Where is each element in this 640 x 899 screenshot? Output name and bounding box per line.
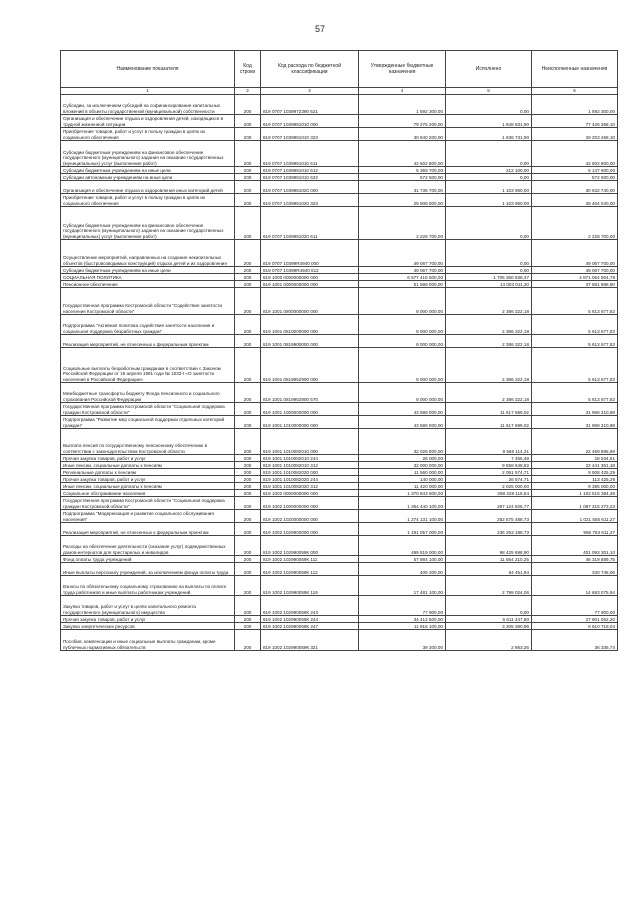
row-classification: 819 1001 1010082020 312	[261, 483, 359, 490]
table-row	[61, 207, 618, 240]
row-approved: 405 200,00	[359, 563, 446, 576]
table-row	[61, 267, 618, 274]
table-row	[61, 383, 618, 403]
row-approved: 39 200,00	[359, 630, 446, 651]
table-row	[61, 455, 618, 462]
row-executed: 252 575 488,73	[446, 510, 532, 523]
row-approved: 51 586 000,00	[359, 281, 446, 288]
row-approved: 49 067 700,00	[359, 240, 446, 267]
row-approved: 1 274 131 100,00	[359, 510, 446, 523]
row-name: Субсидии бюджетным учреждениям на иные цели	[61, 267, 235, 274]
row-executed: 2 798 024,06	[446, 576, 532, 596]
row-name: Прочая закупка товаров, работ и услуг	[61, 616, 235, 623]
row-classification: 819 1001 1000000000 000	[261, 403, 359, 416]
row-code: 200	[235, 616, 261, 623]
row-classification: 819 1002 102990059К 321	[261, 630, 359, 651]
row-name: Иные пенсии, социальные доплаты к пенсиям	[61, 462, 235, 469]
column-number: 1	[61, 88, 235, 95]
row-approved: 2 228 700,00	[359, 207, 446, 240]
row-code: 200	[235, 267, 261, 274]
row-code: 200	[235, 207, 261, 240]
row-unexecuted: 36 336,74	[532, 630, 618, 651]
row-unexecuted: 2 228 700,00	[532, 207, 618, 240]
row-classification: 819 1002 102990059К 111	[261, 556, 359, 563]
row-executed: 0,00	[446, 95, 532, 115]
row-approved: 11 560 000,00	[359, 469, 446, 476]
row-code: 200	[235, 315, 261, 335]
row-approved: 572 500,00	[359, 174, 446, 181]
row-name: Социальные выплаты безработным гражданам в соответствии с Законом Российской Федерации от 19 апреля 1991 года № 1032-I «О занятости населения в Российской Федерации»	[61, 348, 235, 383]
header-approved: Утвержденные бюджетные назначения	[359, 51, 446, 88]
row-name: Региональные доплаты к пенсиям	[61, 469, 235, 476]
row-code: 200	[235, 416, 261, 429]
row-unexecuted: 1 021 555 611,27	[532, 510, 618, 523]
table-row	[61, 483, 618, 490]
row-classification: 819 1002 102990059К 247	[261, 623, 359, 630]
row-classification: 819 0707 1039972390 521	[261, 95, 359, 115]
row-executed: 98 425 698,90	[446, 536, 532, 556]
row-executed: 2 386 322,18	[446, 383, 532, 403]
column-number: 3	[261, 88, 359, 95]
column-number: 6	[532, 88, 618, 95]
row-classification: 819 1001 0819952900 570	[261, 383, 359, 403]
row-approved: 8 000 000,00	[359, 348, 446, 383]
row-unexecuted: 5 147 600,00	[532, 167, 618, 174]
row-code: 200	[235, 194, 261, 207]
row-classification: 819 1002 0000000000 000	[261, 490, 359, 497]
row-executed: 0,00	[446, 141, 532, 167]
table-row	[61, 469, 618, 476]
row-name: Иные выплаты персоналу учреждений, за исключением фонда оплаты труда	[61, 563, 235, 576]
row-name: Пособия, компенсации и иные социальные выплаты гражданам, кроме публичных нормативных обязательств	[61, 630, 235, 651]
row-executed: 267 124 826,77	[446, 497, 532, 510]
row-approved: 32 026 000,00	[359, 429, 446, 455]
row-executed: 9 566 114,31	[446, 429, 532, 455]
row-approved: 79 275 200,00	[359, 115, 446, 128]
row-name: Взносы по обязательному социальному страхованию на выплаты по оплате труда работников и иные выплаты работникам учреждений	[61, 576, 235, 596]
row-executed: 2 051 574,71	[446, 469, 532, 476]
row-code: 200	[235, 476, 261, 483]
row-unexecuted: 37 581 988,80	[532, 281, 618, 288]
row-approved: 31 736 700,00	[359, 181, 446, 194]
row-classification: 819 1002 102990059К 119	[261, 576, 359, 596]
row-unexecuted: 5 613 677,82	[532, 335, 618, 348]
row-name: Прочая закупка товаров, работ и услуг	[61, 455, 235, 462]
row-executed: 11 617 689,02	[446, 416, 532, 429]
row-unexecuted: 77 900,00	[532, 596, 618, 616]
row-approved: 11 916 100,00	[359, 623, 446, 630]
row-approved: 8 000 000,00	[359, 288, 446, 315]
table-row	[61, 563, 618, 576]
row-approved: 1 370 843 500,00	[359, 490, 446, 497]
row-name: Субсидии бюджетным учреждениям на финансовое обеспечение государственного (муниципального) задания на оказание государственных (муниципальных) услуг (выполнение работ)	[61, 141, 235, 167]
row-classification: 819 0707 1039981010 611	[261, 141, 359, 167]
row-code: 200	[235, 429, 261, 455]
row-code: 200	[235, 462, 261, 469]
row-code: 200	[235, 497, 261, 510]
header-executed: Исполнено	[446, 51, 532, 88]
table-row	[61, 476, 618, 483]
row-unexecuted: 9 508 425,29	[532, 469, 618, 476]
row-code: 200	[235, 469, 261, 476]
row-name: Государственная программа Костромской области "Содействие занятости населения Костромской области"	[61, 288, 235, 315]
table-row	[61, 115, 618, 128]
row-executed: 14 004 011,20	[446, 281, 532, 288]
table-row	[61, 403, 618, 416]
table-row	[61, 335, 618, 348]
row-unexecuted: 77 426 368,10	[532, 115, 618, 128]
table-header-row	[61, 51, 618, 88]
table-row	[61, 556, 618, 563]
row-approved: 1 592 300,00	[359, 95, 446, 115]
row-unexecuted: 5 613 677,82	[532, 288, 618, 315]
row-executed: 3 305 380,96	[446, 623, 532, 630]
row-executed: 9 558 648,82	[446, 462, 532, 469]
row-name: Подпрограмма "Развитие мер социальной поддержки отдельных категорий граждан"	[61, 416, 235, 429]
row-name: Закупка товаров, работ и услуг в целях капитального ремонта государственного (муниципального) имущества	[61, 596, 235, 616]
row-classification: 819 0707 10399R4940 000	[261, 240, 359, 267]
row-executed: 268 228 115,64	[446, 490, 532, 497]
table-row	[61, 596, 618, 616]
row-approved: 77 900,00	[359, 596, 446, 616]
table-row	[61, 630, 618, 651]
row-name: Пенсионное обеспечение	[61, 281, 235, 288]
row-executed: 2 386 322,18	[446, 335, 532, 348]
row-executed: 1 848 831,90	[446, 115, 532, 128]
table-row	[61, 167, 618, 174]
row-name: Субсидии бюджетным учреждениям на иные цели	[61, 167, 235, 174]
row-unexecuted: 49 067 700,00	[532, 267, 618, 274]
row-code: 200	[235, 630, 261, 651]
row-approved: 32 000 000,00	[359, 462, 446, 469]
table-row	[61, 288, 618, 315]
row-name: Закупка энергетических ресурсов	[61, 623, 235, 630]
row-approved: 6 577 415 500,00	[359, 274, 446, 281]
row-code: 200	[235, 455, 261, 462]
row-name: Субсидии, за исключением субсидий на софинансирование капитальных вложений в объекты государственной (муниципальной) собственности	[61, 95, 235, 115]
row-executed: 2 863,26	[446, 630, 532, 651]
row-classification: 819 1001 1010082010 000	[261, 429, 359, 455]
row-executed: 0,00	[446, 596, 532, 616]
row-unexecuted: 42 502 800,00	[532, 141, 618, 167]
table-row	[61, 315, 618, 335]
row-code: 200	[235, 281, 261, 288]
row-code: 200	[235, 483, 261, 490]
row-classification: 819 1002 102990059К 244	[261, 616, 359, 623]
row-unexecuted: 27 801 052,20	[532, 616, 618, 623]
row-executed: 235 293 188,73	[446, 523, 532, 536]
row-name: Социальное обслуживание населения	[61, 490, 235, 497]
row-code: 200	[235, 335, 261, 348]
column-number-row	[61, 88, 618, 95]
row-classification: 819 1001 1010082010 312	[261, 462, 359, 469]
row-unexecuted: 31 968 310,98	[532, 403, 618, 416]
row-approved: 49 067 700,00	[359, 267, 446, 274]
row-code: 200	[235, 288, 261, 315]
table-row	[61, 497, 618, 510]
row-classification: 819 0707 1039981020 000	[261, 181, 359, 194]
row-executed: 1 103 960,00	[446, 181, 532, 194]
row-classification: 819 1001 0819952900 000	[261, 348, 359, 383]
row-unexecuted: 30 632 740,00	[532, 181, 618, 194]
row-classification: 819 1000 0000000000 000	[261, 274, 359, 281]
row-unexecuted: 1 592 300,00	[532, 95, 618, 115]
table-row	[61, 274, 618, 281]
table-row	[61, 490, 618, 497]
row-name: Расходы на обеспечение деятельности (оказание услуг) подведомственных домов-интернатов для престарелых и инвалидов	[61, 536, 235, 556]
row-code: 200	[235, 167, 261, 174]
row-code: 200	[235, 490, 261, 497]
header-unexecuted: Неисполненные назначения	[532, 51, 618, 88]
row-code: 200	[235, 383, 261, 403]
table-row	[61, 429, 618, 455]
row-approved: 1 354 440 100,00	[359, 497, 446, 510]
row-classification: 819 1001 1010082020 000	[261, 469, 359, 476]
row-name: Приобретение товаров, работ и услуг в пользу граждан в целях их социального обеспечения	[61, 194, 235, 207]
column-number: 4	[359, 88, 446, 95]
table-row	[61, 128, 618, 141]
row-classification: 819 0707 1039981010 612	[261, 167, 359, 174]
row-executed: 1 636 731,90	[446, 128, 532, 141]
row-classification: 819 0707 10399R4940 612	[261, 267, 359, 274]
row-approved: 34 412 500,00	[359, 616, 446, 623]
row-classification: 819 0707 1039981020 611	[261, 207, 359, 240]
row-approved: 43 586 000,00	[359, 403, 446, 416]
row-code: 200	[235, 563, 261, 576]
row-executed: 2 025 000,00	[446, 483, 532, 490]
row-approved: 8 000 000,00	[359, 383, 446, 403]
row-executed: 7 465,49	[446, 455, 532, 462]
row-name: Прочая закупка товаров, работ и услуг	[61, 476, 235, 483]
table-row	[61, 141, 618, 167]
row-approved: 140 000,00	[359, 476, 446, 483]
row-classification: 819 1001 0819900000 000	[261, 335, 359, 348]
row-name: Субсидии автономным учреждениям на иные цели	[61, 174, 235, 181]
row-name: Межбюджетные трансферты бюджету Фонда пенсионного и социального страхования Российской Федерации	[61, 383, 235, 403]
row-name: Реализация мероприятий, не отнесенных к федеральным проектам	[61, 335, 235, 348]
row-classification: 819 1002 102990059К 112	[261, 563, 359, 576]
row-code: 200	[235, 95, 261, 115]
row-approved: 43 586 000,00	[359, 416, 446, 429]
row-name: Субсидии бюджетным учреждениям на финансовое обеспечение государственного (муниципального) задания на оказание государственных (муниципальных) услуг (выполнение работ)	[61, 207, 235, 240]
budget-execution-table	[60, 50, 618, 651]
table-body	[61, 95, 618, 651]
row-unexecuted: 28 404 040,00	[532, 194, 618, 207]
row-classification: 819 1002 102990059К 243	[261, 596, 359, 616]
row-unexecuted: 9 395 000,00	[532, 483, 618, 490]
row-unexecuted: 955 763 811,27	[532, 523, 618, 536]
row-unexecuted: 1 102 615 384,36	[532, 490, 618, 497]
table-row	[61, 416, 618, 429]
row-name: Подпрограмма "Активная политика содействия занятости населения и социальная поддержка безработных граждан"	[61, 315, 235, 335]
table-row	[61, 348, 618, 383]
row-classification: 819 1002 102990059К 000	[261, 536, 359, 556]
row-executed: 2 386 322,18	[446, 348, 532, 383]
row-name: Государственная программа Костромской области "Социальная поддержка граждан Костромской области"	[61, 403, 235, 416]
row-executed: 11 564 210,25	[446, 556, 532, 563]
row-unexecuted: 29 203 468,10	[532, 128, 618, 141]
row-name: Организация и обеспечение отдыха и оздоровления детей, находящихся в трудной жизненной ситуации	[61, 115, 235, 128]
table-row	[61, 281, 618, 288]
table-row	[61, 523, 618, 536]
row-approved: 29 508 000,00	[359, 194, 446, 207]
row-name: Реализация мероприятий, не отнесенных к федеральным проектам	[61, 523, 235, 536]
row-unexecuted: 5 613 677,82	[532, 315, 618, 335]
row-executed: 0,00	[446, 240, 532, 267]
row-code: 200	[235, 128, 261, 141]
row-name: Подпрограмма "Модернизация и развитие социального обслуживания населения"	[61, 510, 235, 523]
row-classification: 819 1002 1000000000 000	[261, 497, 359, 510]
table-row	[61, 623, 618, 630]
row-approved: 42 502 800,00	[359, 141, 446, 167]
row-approved: 8 000 000,00	[359, 335, 446, 348]
row-name: Фонд оплаты труда учреждений	[61, 556, 235, 563]
row-code: 200	[235, 556, 261, 563]
row-executed: 2 386 322,18	[446, 315, 532, 335]
row-code: 200	[235, 141, 261, 167]
row-classification: 819 0707 1039981020 323	[261, 194, 359, 207]
row-code: 200	[235, 240, 261, 267]
row-executed: 0,00	[446, 267, 532, 274]
table-row	[61, 616, 618, 623]
row-approved: 57 884 100,00	[359, 556, 446, 563]
row-executed: 1 103 960,00	[446, 194, 532, 207]
row-approved: 30 840 200,00	[359, 128, 446, 141]
row-classification: 819 0707 1039981010 000	[261, 115, 359, 128]
row-code: 200	[235, 181, 261, 194]
row-unexecuted: 340 748,06	[532, 563, 618, 576]
row-name: Организация и обеспечение отдыха и оздоровления иных категорий детей	[61, 181, 235, 194]
row-unexecuted: 5 613 677,82	[532, 348, 618, 383]
row-classification: 819 1001 1010082020 244	[261, 476, 359, 483]
row-executed: 1 705 360 538,37	[446, 274, 532, 281]
table-row	[61, 462, 618, 469]
table-row	[61, 181, 618, 194]
row-code: 200	[235, 523, 261, 536]
row-executed: 2 386 322,18	[446, 288, 532, 315]
page-number: 57	[314, 24, 325, 34]
row-approved: 17 481 100,00	[359, 576, 446, 596]
row-code: 200	[235, 536, 261, 556]
table-row	[61, 576, 618, 596]
row-unexecuted: 5 613 677,82	[532, 383, 618, 403]
row-classification: 819 0707 1039981010 622	[261, 174, 359, 181]
row-unexecuted: 4 871 054 504,78	[532, 274, 618, 281]
table-row	[61, 174, 618, 181]
row-code: 200	[235, 510, 261, 523]
row-classification: 819 1001 0810000000 000	[261, 315, 359, 335]
row-classification: 819 1001 0800000000 000	[261, 288, 359, 315]
row-code: 200	[235, 623, 261, 630]
column-number: 5	[446, 88, 532, 95]
row-executed: 6 611 447,80	[446, 616, 532, 623]
row-name: Иные пенсии, социальные доплаты к пенсиям	[61, 483, 235, 490]
row-classification: 819 1001 1010000000 000	[261, 416, 359, 429]
row-unexecuted: 22 459 885,69	[532, 429, 618, 455]
row-code: 200	[235, 274, 261, 281]
row-unexecuted: 46 319 889,75	[532, 556, 618, 563]
table-row	[61, 240, 618, 267]
header-code: Код строки	[235, 51, 261, 88]
row-approved: 26 000,00	[359, 455, 446, 462]
table-row	[61, 95, 618, 115]
row-code: 200	[235, 596, 261, 616]
row-code: 200	[235, 576, 261, 596]
row-unexecuted: 1 087 315 273,23	[532, 497, 618, 510]
row-executed: 26 574,71	[446, 476, 532, 483]
row-executed: 11 617 689,02	[446, 403, 532, 416]
row-classification: 819 0707 1039981010 323	[261, 128, 359, 141]
row-executed: 212 100,00	[446, 167, 532, 174]
row-executed: 64 451,94	[446, 563, 532, 576]
header-name: Наименование показателя	[61, 51, 235, 88]
row-code: 200	[235, 403, 261, 416]
row-name: Осуществление мероприятий, направленных на создание некапитальных объектов (быстровозводимых конструкций) отдыха детей и их оздоровления	[61, 240, 235, 267]
row-unexecuted: 14 683 075,94	[532, 576, 618, 596]
row-name: Приобретение товаров, работ и услуг в пользу граждан в целях их социального обеспечения	[61, 128, 235, 141]
row-unexecuted: 49 067 700,00	[532, 240, 618, 267]
row-approved: 8 000 000,00	[359, 315, 446, 335]
row-name: СОЦИАЛЬНАЯ ПОЛИТИКА	[61, 274, 235, 281]
row-classification: 819 1001 1010082010 244	[261, 455, 359, 462]
row-approved: 5 359 700,00	[359, 167, 446, 174]
row-executed: 0,00	[446, 207, 532, 240]
row-classification: 819 1001 0000000000 000	[261, 281, 359, 288]
row-name: Выплата пенсий по государственному пенсионному обеспечению в соответствии с законодательством Костромской области	[61, 429, 235, 455]
row-approved: 11 420 000,00	[359, 483, 446, 490]
row-classification: 819 1002 1020000000 000	[261, 510, 359, 523]
table-row	[61, 510, 618, 523]
row-approved: 1 191 057 000,00	[359, 523, 446, 536]
row-code: 200	[235, 115, 261, 128]
row-unexecuted: 8 610 719,04	[532, 623, 618, 630]
row-unexecuted: 18 534,51	[532, 455, 618, 462]
row-unexecuted: 572 500,00	[532, 174, 618, 181]
row-executed: 0,00	[446, 174, 532, 181]
header-classification: Код расхода по бюджетной классификации	[261, 51, 359, 88]
row-code: 200	[235, 348, 261, 383]
table-row	[61, 536, 618, 556]
row-unexecuted: 401 093 301,10	[532, 536, 618, 556]
row-name: Государственная программа Костромской области "Социальная поддержка граждан Костромской области"	[61, 497, 235, 510]
row-approved: 499 519 000,00	[359, 536, 446, 556]
table-row	[61, 194, 618, 207]
row-classification: 819 1002 1029900000 000	[261, 523, 359, 536]
row-code: 200	[235, 174, 261, 181]
row-unexecuted: 113 425,29	[532, 476, 618, 483]
row-unexecuted: 22 441 351,18	[532, 462, 618, 469]
column-number: 2	[235, 88, 261, 95]
row-unexecuted: 31 968 310,98	[532, 416, 618, 429]
